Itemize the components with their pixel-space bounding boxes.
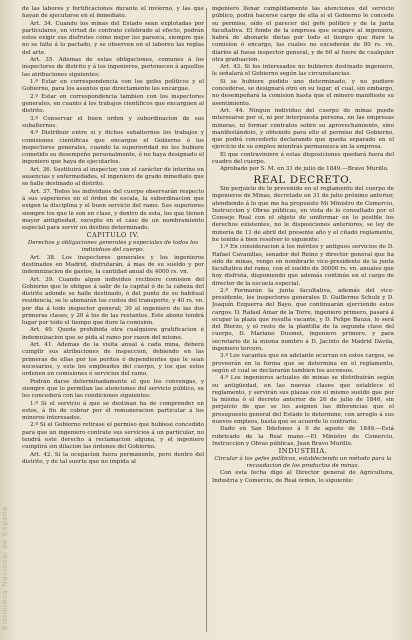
list-item: 3.º Conservar el buen orden y subordinacion de sus subalternos. [22,115,204,129]
section-heading: INDUSTRIA. [278,447,328,456]
article-43: Art. 43. Si los interesados no hubieren destinado ingeniero, le señalará el Gobierno según las circunstancias. [212,64,394,78]
chapter-heading: CAPITULO IV. [86,231,140,240]
paragraph: Con esta fecha digo al Director general de Agricultura, Industria y Comercio, de Real órden, lo siguiente: [212,470,394,484]
article-34: Art. 34. Cuando los minas del Estado sean explotadas por particulares, en virtud de contrato celebrado al efecto, podrán estos exigir sus disfrutes como mejor les parezca, siempre que no se falte á lo pactado, y se observen en el laboreo las reglas del arte. [22,20,204,56]
right-column [212,6,394,636]
paragraph: Podrán darse determinadamente el que les convengas, y siempre que lo permitan las atenciones del servicio público, se les concederá con las condiciones siguientes: [22,378,204,400]
article-35: Art. 35. Ademas de estas obligaciones, comunes á los inspectores de distrito y á los ingenieros, pertenecen á aquellos las atribuciones siguientes: [22,57,204,78]
article-40: Art. 40. Queda prohibida otra cualquiera gratificacion é indemnizacion que se pida al ramo por razon del mismo. [22,327,204,341]
chapter-subtitle: Derechos y obligaciones generales y especiales de todos los individuos del cuerpo. [27,239,199,254]
section-subtitle: Circular á los gefes políticos, estableciendo un método para la recaudacion de los productos de minas. [214,455,392,469]
article-38: Art. 38. Los inspectores generales y los ingenieros destinados en Madrid, disfrutarán, á mas de su sueldo y por indemnizacion de gastos, la cantidad anual de 4000 rs. vn. [22,254,204,276]
list-item: 4.º Los ingenieros actuales de minas se distribuirán según su antigüedad, en las nuevas clases que establece el reglamento, y servirán sus plazas con el mismo sueldo que por la misma ó el decreto anterior de 26 de julio de 1846, sin perjuicio de que se les asignen las diferencias que el presupuesto general del Estado lo determine, con arreglo á sus nuevos empleos, hasta que se acuerde lo contrario. [212,375,394,425]
article-44: Art. 44. Ningun individuo del cuerpo de minas puede interesarse por sí, ni por interpuesta persona, en las empresas mineras, ni formar contratos sobre su aprovechamiento, sino manifestándolo, y obtenido para ello el permiso del Gobierno, que podrá concederlo declarando que queda separado en el ejercicio de su empleo mientras permanezca en la empresa. [212,108,394,151]
article-37: Art. 37. Todos los individuos del cuerpo observarán respecto á sus superiores en el órden de escala, la subordinacion que exigen la disciplina y el buen servicio del ramo. Sus superiores siempre los que le son en clase, y dentro de esta, los que tienen mayor antigüedad, excepto en el caso de un nombramiento especial para servir un destino determinado. [22,188,204,231]
paragraph: Si se hubiere pedido uno determinado, y no pudiere concederse, se designará otro en su lugar, el cual, sin embargo, no desempeñará la comision hasta que el minero manifieste su asentimiento. [212,78,394,107]
list-item: 4.º Distribuir entre si y dichos subalternos los trabajos y comisiones científicas que encargue el Gobierno ó los inspectores generales, cuando la superioridad no les hubiere cometido su desempeño personalmente, ó no haya designado el ingeniero que haya de ejecutarlos. [22,130,204,166]
decree-heading: REAL DECRETO. [253,173,353,186]
column-divider [206,8,207,632]
list-item: 1.º Si el servicio á que se destinan ha de comprender en estos, á fin de cobrar por él remuneracion particular á los mineros interesados. [22,400,204,421]
list-item: 2.º Estar en correspondencia tambien con los inspectores generales, en cuanto á los trabajos científicos que encarguen al distrito. [22,93,204,115]
list-item: 2.º Formarán la junta facultativa, además del vice-presidente, los inspectores generales D. Guillermo Schulz y D. Joaquín Ezquerra del Bayo, que continuarán ejerciendo estos cargos. D. Rafael Amar de la Torre, ingeniero primero, pasará á ocupar la plaza que resulta vacante, y D. Felipe Bauzá, lo será del Bierzo, y el resto de la plantilla de la segunda clase del cuerpo, D. Mariano Dusmet, ingeniero primero, y para secretario de la misma nombro á D. Jacinto de Madrid Dávila, ingeniero tercero. [212,287,394,352]
paragraph: El que contraviniere á estas disposiciones quedará fuera del cuadro del cuerpo. [212,151,394,165]
list-item: 1.º Estar en correspondencia con los gefes políticos y el Gobierno, para los asuntos que directamente les encargue. [22,79,204,93]
signature-line: Dado en San Ildefonso á 9 de agosto de 1849.—Está rubricado de la Real mano.—El Ministro de Comercio, Instruccion y Obras públicas, Juan Bravo Murillo. [212,426,394,447]
left-column [22,6,204,636]
article-36: Art. 36. Sustituirá al inspector, con el carácter de interino en ausencias y enfermedades, el ingeniero de grado inmediato que se halle destinado al distrito. [22,166,204,188]
approval-line: Aprobado por S. M. en 31 de julio de 1849.—Bravo Murillo. [220,166,389,173]
list-item: 1.º En consideracion á los méritos y antiguos servicios de D. Rafael Cavanillas, senador del Reino y director general que ha sido de minas, vengo en nombrarle vice-presidente de la junta facultativa del ramo, con el sueldo de 30000 rs. vn. anuales que hoy disfruta, disponiendo que además continúe en el cargo de director de la escuela especial. [212,244,394,287]
paragraph: de las labores y fortificaciones durante el invierno, y las que hayan de ejecutarse en el inmediato. [22,6,204,20]
library-watermark: Biblioteca Nacional de España [2,506,9,630]
paragraph: Sin perjuicio de lo prevenido en el reglamento del cuerpo de ingenieros de Minas, decretado en 31 de julio próximo anterior, atendiendo á lo que me ha propuesto Mi Ministro de Comercio, Instruccion y Obras públicas, en vista de lo consultado por el Consejo Real con el objeto de uniformar en lo posible los derechos existentes, no le disposiciones anteriores, se ley de minería de 11 de abril del presente año y el citado reglamento, he tenido á bien resolver lo siguiente: [212,186,394,243]
paragraph: ingeniero llenar cumplidamente las atenciones del servicio público, podrá hacerse cargo de ella si el Gobierno le concede su permiso, oído el parecer del gefe político y de la junta facultativa. El fondo de la empresa que ocupare al ingeniero, habrá de abonarle dietas por todo el tiempo que dure la comision ó encargo, las cuales no excederán de 80 rs. vn. diarios al fuese inspector general, y de 60 al fuere de cualquier otra graduacion. [212,6,394,63]
article-41: Art. 41. Ademas de la visita anual á cada mina, deberá cumplir sus atribuciones de inspeccion, debiendo en las primeras de ellas por los peritos ó dependientes que le sean necesarios, y este los empleados del cuerpo, y los que estos ordenen en comisiones ó servicios del ramo. [22,342,204,378]
list-item: 3.º Los vacantes que en adelante ocurran en estos cargos, se proveerán en la forma que se determina en el reglamento, según el cual se declararán tambien los ascensos. [212,353,394,374]
article-42: Art. 42. Si la ocupacion fuera permanente, pero dentro del distrito, y de tal suerte que no impida al [22,451,204,465]
list-item: 2.º Si el Gobierno retirase el permiso que hubiese concedido para que un ingeniero contrate sus servicios á un particular, no tendrá este derecho á reclamacion alguna, y el ingeniero cumplirá sin dilacion las órdenes del Gobierno. [22,422,204,451]
article-39: Art. 39. Cuando algun individuo recibiere comision del Gobierno que le obligue á salir de la capital ó de la cabeza del distrito adonde se halle destinado, ó del punto de su habitual residencia, se le abonarán los costos del transporte, y 40 rs. vn. por dia á todo inspector general; 30 al ingeniero de las dos primeras clases, y 20 á los de las restantes. Este abono tendrá lugar por todo el tiempo que dure la comision. [22,276,204,326]
